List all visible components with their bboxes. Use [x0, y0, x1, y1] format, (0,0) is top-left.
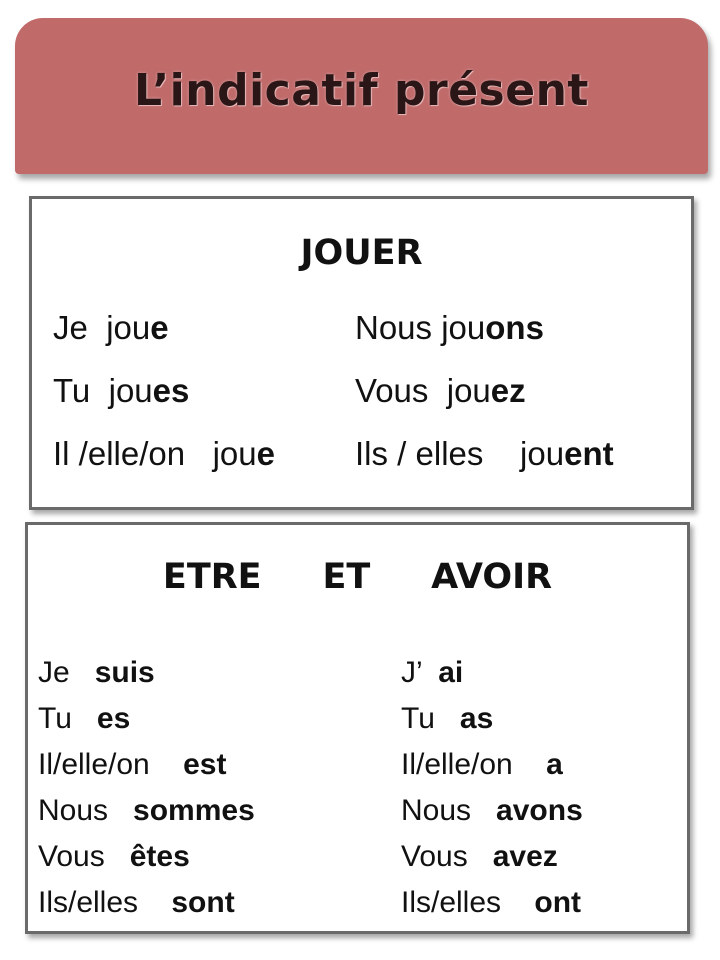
- conjugation-row: Ils/elles ont: [401, 886, 582, 919]
- etre-column: [38, 650, 255, 926]
- conjugation-row: Ils/elles sont: [38, 886, 235, 919]
- conjugation-row: Nous sommes: [38, 794, 255, 827]
- conjugation-row: Je joue: [53, 309, 169, 346]
- conjugation-row: Vous êtes: [38, 840, 190, 873]
- conjugation-row: J’ ai: [401, 656, 464, 689]
- conjugation-row: Nous avons: [401, 794, 583, 827]
- conjugation-row: Ils / elles jouent: [355, 435, 614, 472]
- page-title: L’indicatif présent: [134, 64, 589, 116]
- conjugation-row: Il/elle/on est: [38, 748, 227, 781]
- jouer-plural-column: [355, 296, 614, 485]
- conjugation-row: Il /elle/on joue: [53, 435, 275, 472]
- etre-avoir-heading: ETRE ET AVOIR: [162, 557, 553, 597]
- jouer-panel: [29, 196, 694, 510]
- conjugation-row: Tu es: [38, 702, 131, 735]
- conjugation-row: Tu as: [401, 702, 494, 735]
- conjugation-row: Vous jouez: [355, 372, 526, 409]
- jouer-heading: JOUER: [300, 233, 423, 273]
- conjugation-row: Tu joues: [53, 372, 190, 409]
- etre-avoir-panel: [25, 522, 690, 934]
- avoir-column: [401, 650, 583, 926]
- conjugation-row: Vous avez: [401, 840, 558, 873]
- conjugation-row: Nous jouons: [355, 309, 544, 346]
- jouer-singular-column: [53, 296, 275, 485]
- conjugation-row: Je suis: [38, 656, 155, 689]
- conjugation-row: Il/elle/on a: [401, 748, 563, 781]
- title-banner: [15, 18, 708, 174]
